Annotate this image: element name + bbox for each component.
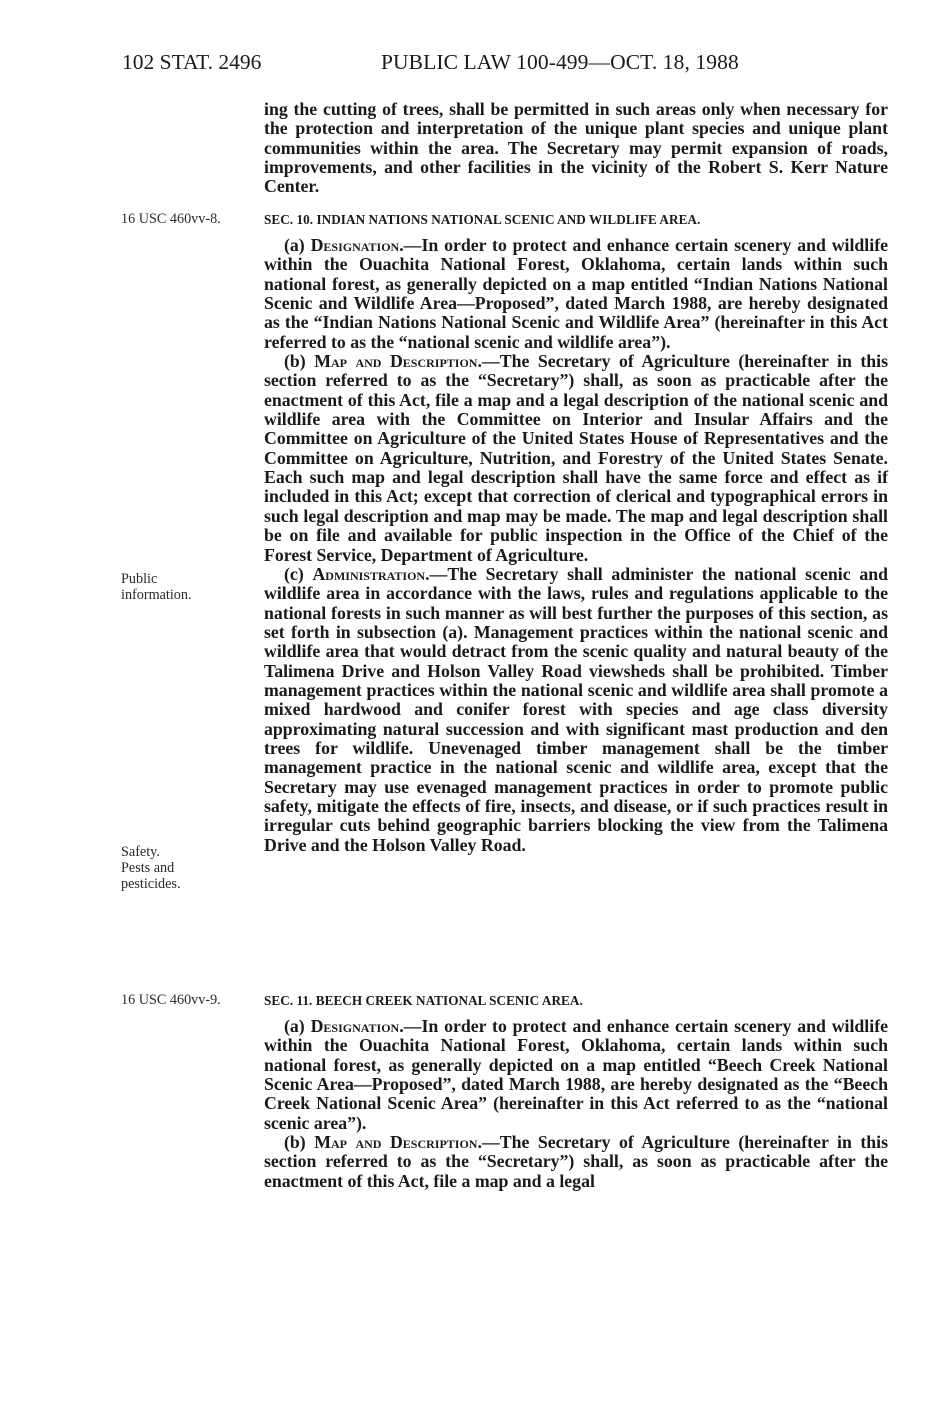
margin-note-text: pesticides. [121,876,181,893]
running-head [122,50,822,80]
subsection-text: —The Secretary of Agriculture (hereinafter in this section referred to as the “Secretary”) shall, as soon as practicable after the enactment of this Act, file a map and a legal [264,1132,889,1191]
subsection-10b [264,352,888,565]
subsection-caption: Map and Description. [314,1132,482,1153]
continuation-paragraph: ing the cutting of trees, shall be permitted in such areas only when necessary for the protection and interpretation of the unique plant species and unique plant communities within the area. The Secretary may permit expansion of roads, improvements, and other facilities in the vicinity of the Robert S. Kerr Nature Center. [264,99,888,197]
section-11-body [264,1017,888,1191]
subsection-caption: Designation. [310,1016,404,1036]
continuation-block [264,100,888,197]
margin-note-safety-pests [121,844,251,893]
subsection-text: —In order to protect and enhance certain scenery and wildlife within the Ouachita National Forest, Oklahoma, certain lands within such national forest, as generally depicted on a map entitled “Indian Nations National Scenic and Wildlife Area—Proposed”, dated March 1988, are hereby designated as the “Indian Nations National Scenic and Wildlife Area” (hereinafter in this Act referred to as the “national scenic and wildlife area”). [264,235,889,352]
subsection-11b [264,1133,888,1191]
section-11-heading: SEC. 11. BEECH CREEK NATIONAL SCENIC AREA. [264,993,583,1008]
section-10-body [264,236,888,855]
subsection-caption: Designation. [310,235,404,255]
margin-note-text: 16 USC 460vv-8. [121,211,221,227]
subsection-label: (b) [284,1132,315,1153]
subsection-label: (a) [284,1016,311,1036]
margin-note-text: Safety. [121,844,160,860]
margin-note-text: information. [121,587,192,604]
subsection-label: (b) [284,351,315,372]
subsection-11a [264,1017,888,1133]
subsection-10c [264,565,888,855]
margin-note-text: Pests and [121,860,175,877]
subsection-caption: Map and Description. [314,351,482,372]
subsection-text: —The Secretary shall administer the national scenic and wildlife area in accordance with the laws, rules and regulations applicable to the national forests in such manner as will best further the purposes of this section, as set forth in subsection (a). Management practices within the national scenic and wildlife area that would detract from the scenic quality and natural beauty of the Talimena Drive and Holson Valley Road viewsheds shall be prohibited. Timber management practices within the national scenic and wildlife area shall promote a mixed hardwood and conifer forest with species and age class diversity approximating natural succession and with significant mast production and den trees for wildlife. Unevenaged timber management shall be the timber management practice in the national scenic and wildlife area, except that the Secretary may use evenaged management practices in order to promote public safety, mitigate the effects of fire, insects, and disease, or if such practices result in irregular cuts behind geographic barriers blocking the view from the Talimena Drive and the Holson Valley Road. [264,563,888,855]
margin-note-text: Public [121,571,158,587]
section-10-heading: SEC. 10. INDIAN NATIONS NATIONAL SCENIC AND WILDLIFE AREA. [264,212,701,227]
margin-note-text: 16 USC 460vv-9. [121,992,221,1008]
margin-note-usc-9 [121,992,251,1008]
margin-note-usc-8 [121,211,251,227]
subsection-caption: Administration. [312,563,430,584]
subsection-text: —In order to protect and enhance certain scenery and wildlife within the Ouachita National Forest, Oklahoma, certain lands within such national forest, as generally depicted on a map entitled “Beech Creek National Scenic Area—Proposed”, dated March 1988, are hereby designated as the “Beech Creek National Scenic Area” (hereinafter in this Act referred to as the “national scenic area”). [264,1016,889,1133]
subsection-label: (a) [284,235,311,255]
subsection-label: (c) [284,563,313,584]
public-law-title: PUBLIC LAW 100-499—OCT. 18, 1988 [381,50,739,74]
subsection-10a [264,236,888,352]
subsection-text: —The Secretary of Agriculture (hereinafter in this section referred to as the “Secretary”) shall, as soon as practicable after the enactment of this Act, file a map and a legal description of the national scenic and wildlife area with the Committee on Interior and Insular Affairs and the Committee on Agriculture of the United States House of Representatives and the Committee on Agriculture, Nutrition, and Forestry of the United States Senate. Each such map and legal description shall have the same force and effect as if included in this Act; except that correction of clerical and typographical errors in such legal description and map may be made. The map and legal description shall be on file and available for public inspection in the Office of the Chief of the Forest Service, Department of Agriculture. [264,351,889,565]
stat-page-number: 102 STAT. 2496 [122,50,262,74]
margin-note-public-information [121,571,251,603]
